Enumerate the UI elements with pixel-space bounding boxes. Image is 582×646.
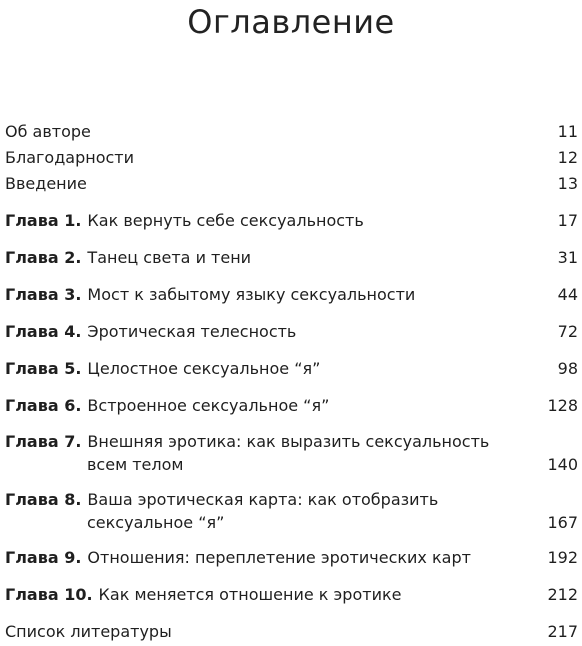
toc-entry-introduction[interactable] [5, 172, 578, 195]
chapter-title: Танец света и тени [87, 248, 252, 267]
chapter-title-line-2: сексуальное “я” [87, 513, 225, 532]
page-title: Оглавление [187, 3, 395, 41]
toc-entry-chapter-2[interactable] [5, 246, 578, 269]
chapter-prefix: Глава 4. [5, 322, 82, 341]
toc-page-number: 31 [557, 248, 578, 267]
chapter-prefix: Глава 10. [5, 585, 93, 604]
toc-entry-label: Введение [5, 174, 87, 193]
toc-page-number: 98 [557, 359, 578, 378]
toc-page-number: 72 [557, 322, 578, 341]
chapter-prefix: Глава 2. [5, 248, 82, 267]
toc-page-number: 217 [547, 622, 578, 641]
chapter-prefix: Глава 3. [5, 285, 82, 304]
chapter-title: Как вернуть себе сексуальность [87, 211, 364, 230]
chapter-title: Как меняется отношение к эротике [98, 585, 402, 604]
toc-entry-label: Об авторе [5, 122, 91, 141]
chapter-title: Встроенное сексуальное “я” [87, 396, 330, 415]
toc-entry-chapter-9[interactable] [5, 546, 578, 569]
chapter-title: Мост к забытому языку сексуальности [87, 285, 416, 304]
toc-page-number: 140 [547, 455, 578, 474]
toc-entry-chapter-5[interactable] [5, 357, 578, 380]
toc-page-number: 13 [557, 174, 578, 193]
chapter-prefix: Глава 5. [5, 359, 82, 378]
toc-entry-chapter-4[interactable] [5, 320, 578, 343]
toc-entry-chapter-6[interactable] [5, 394, 578, 417]
chapter-title: Отношения: переплетение эротических карт [87, 548, 471, 567]
chapter-title-line-1: Ваша эротическая карта: как отобразить [87, 490, 439, 509]
toc-page-number: 128 [547, 396, 578, 415]
toc-page-number: 17 [557, 211, 578, 230]
chapter-prefix: Глава 1. [5, 211, 82, 230]
chapter-title-line-1: Внешняя эротика: как выразить сексуальность [87, 432, 490, 451]
toc-entry-chapter-3[interactable] [5, 283, 578, 306]
toc-page-number: 12 [557, 148, 578, 167]
chapter-prefix: Глава 9. [5, 548, 82, 567]
toc-page-number: 167 [547, 513, 578, 532]
toc-page-number: 44 [557, 285, 578, 304]
toc-entry-label: Список литературы [5, 622, 172, 641]
toc-entry-acknowledgements[interactable] [5, 146, 578, 169]
toc-page-number: 212 [547, 585, 578, 604]
toc-entry-chapter-7[interactable] [5, 430, 578, 476]
toc-entry-label: Благодарности [5, 148, 134, 167]
toc-page-number: 192 [547, 548, 578, 567]
toc-entry-chapter-10[interactable] [5, 583, 578, 606]
chapter-prefix: Глава 8. [5, 490, 82, 509]
toc-entry-chapter-1[interactable] [5, 209, 578, 232]
chapter-title-line-2: всем телом [87, 455, 184, 474]
chapter-title: Эротическая телесность [87, 322, 297, 341]
chapter-prefix: Глава 7. [5, 432, 82, 451]
chapter-title: Целостное сексуальное “я” [87, 359, 321, 378]
toc-entry-bibliography[interactable] [5, 620, 578, 643]
toc-entry-chapter-8[interactable] [5, 488, 578, 534]
toc-entry-about-author[interactable] [5, 120, 578, 143]
toc-page-number: 11 [557, 122, 578, 141]
chapter-prefix: Глава 6. [5, 396, 82, 415]
